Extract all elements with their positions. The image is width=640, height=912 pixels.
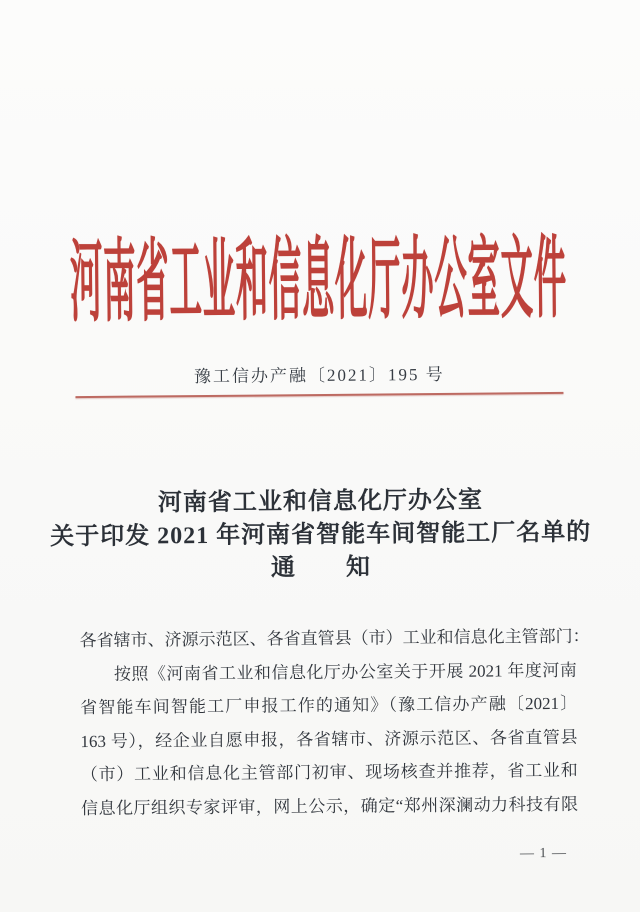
body-line: 163 号），经企业自愿申报，各省辖市、济源示范区、各省直管县 — [80, 727, 578, 751]
body-line: 信息化厅组织专家评审，网上公示，确定“郑州深澜动力科技有限 — [80, 794, 579, 818]
red-divider-line — [75, 392, 563, 398]
body-paragraph — [79, 620, 590, 825]
letterhead-banner — [0, 229, 639, 335]
notice-title — [0, 483, 640, 588]
page-number: — 1 — — [519, 845, 568, 862]
body-line: （市）工业和信息化主管部门初审、现场核查并推荐，省工业和 — [80, 760, 578, 785]
body-line-salutation: 各省辖市、济源示范区、各省直管县（市）工业和信息化主管部门： — [79, 626, 590, 651]
document-number: 豫工信办产融〔2021〕195 号 — [193, 364, 445, 387]
notice-title-line-2: 关于印发 2021 年河南省智能车间智能工厂名单的 — [50, 519, 592, 551]
body-line: 按照《河南省工业和信息化厅办公室关于开展 2021 年度河南 — [113, 660, 577, 684]
notice-title-line-1: 河南省工业和信息化厅办公室 — [157, 487, 484, 517]
body-line: 省智能车间智能工厂申报工作的通知》（豫工信办产融〔2021〕 — [80, 693, 578, 718]
notice-title-line-3: 通 知 — [270, 554, 372, 582]
letterhead-title: 河南省工业和信息化厅办公室文件 — [69, 229, 568, 334]
